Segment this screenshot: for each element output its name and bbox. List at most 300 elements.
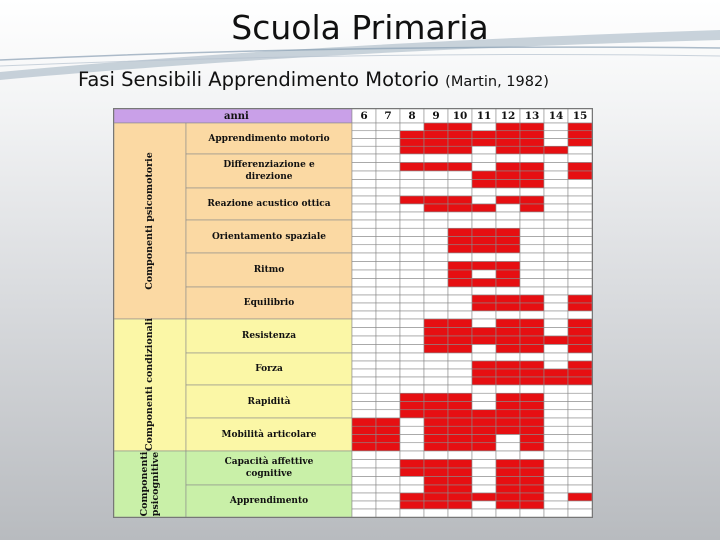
phase-cell-active bbox=[424, 163, 448, 172]
phase-cell bbox=[496, 443, 520, 451]
phase-cell bbox=[544, 295, 568, 303]
phase-cell-active bbox=[568, 139, 592, 147]
phase-cell-active bbox=[496, 460, 520, 469]
phase-cell-active bbox=[520, 369, 544, 377]
phase-cell bbox=[544, 451, 568, 460]
phase-cell-active bbox=[496, 361, 520, 369]
row-label-text: Ritmo bbox=[253, 265, 285, 275]
row-label bbox=[186, 319, 352, 353]
phase-cell-active bbox=[448, 336, 472, 345]
phase-cell bbox=[568, 402, 592, 410]
phase-cell bbox=[376, 220, 400, 228]
phase-cell-active bbox=[496, 180, 520, 189]
phase-cell bbox=[352, 319, 376, 328]
phase-cell bbox=[520, 245, 544, 253]
phase-cell-active bbox=[424, 328, 448, 337]
phase-cell bbox=[472, 311, 496, 319]
phase-cell bbox=[568, 460, 592, 469]
phase-cell-active bbox=[400, 460, 424, 469]
phase-cell bbox=[376, 228, 400, 236]
phase-cell bbox=[520, 253, 544, 262]
phase-cell-active bbox=[520, 319, 544, 328]
phase-cell-active bbox=[448, 426, 472, 434]
phase-cell bbox=[400, 485, 424, 493]
phase-cell bbox=[568, 393, 592, 401]
phase-cell-active bbox=[400, 196, 424, 204]
phase-cell-active bbox=[496, 369, 520, 377]
phase-cell-active bbox=[496, 146, 520, 154]
phase-cell-active bbox=[424, 139, 448, 147]
phase-cell-active bbox=[400, 410, 424, 418]
phase-cell-active bbox=[424, 123, 448, 131]
row-label bbox=[186, 188, 352, 220]
phase-cell bbox=[544, 328, 568, 337]
phase-cell-active bbox=[568, 345, 592, 354]
phase-cell-active bbox=[472, 245, 496, 253]
year-header-13: 13 bbox=[524, 110, 540, 122]
phase-cell bbox=[400, 509, 424, 517]
phase-cell-active bbox=[448, 468, 472, 477]
phase-cell-active bbox=[424, 393, 448, 401]
phase-cell bbox=[448, 509, 472, 517]
phase-cell-active bbox=[568, 319, 592, 328]
phase-cell-active bbox=[496, 418, 520, 426]
phase-cell-active bbox=[472, 377, 496, 385]
phase-cell bbox=[400, 204, 424, 212]
phase-cell bbox=[544, 468, 568, 477]
phase-cell-active bbox=[472, 262, 496, 271]
phase-cell-active bbox=[448, 270, 472, 279]
phase-cell bbox=[496, 435, 520, 443]
phase-cell bbox=[544, 212, 568, 220]
phase-cell bbox=[448, 385, 472, 393]
phase-cell bbox=[424, 303, 448, 311]
phase-cell bbox=[520, 287, 544, 295]
phase-cell-active bbox=[472, 139, 496, 147]
phase-cell-active bbox=[520, 477, 544, 486]
phase-cell-active bbox=[448, 131, 472, 139]
phase-cell-active bbox=[520, 204, 544, 212]
year-header-9: 9 bbox=[432, 110, 440, 122]
phase-cell bbox=[496, 188, 520, 196]
phase-cell bbox=[376, 311, 400, 319]
phase-cell-active bbox=[448, 123, 472, 131]
phase-cell bbox=[568, 311, 592, 319]
phase-cell-active bbox=[520, 493, 544, 501]
phase-cell bbox=[376, 328, 400, 337]
phase-cell bbox=[472, 319, 496, 328]
phase-cell bbox=[400, 262, 424, 271]
phase-cell bbox=[472, 451, 496, 460]
phase-cell bbox=[376, 509, 400, 517]
phase-cell bbox=[400, 369, 424, 377]
phase-cell-active bbox=[472, 295, 496, 303]
header-anni: anni bbox=[224, 111, 249, 122]
phase-cell bbox=[568, 237, 592, 245]
phase-cell bbox=[376, 468, 400, 477]
phase-cell-active bbox=[568, 369, 592, 377]
phase-cell bbox=[496, 353, 520, 361]
year-header-10: 10 bbox=[452, 110, 468, 122]
phase-cell-active bbox=[448, 204, 472, 212]
phase-cell-active bbox=[472, 418, 496, 426]
phase-cell-active bbox=[424, 131, 448, 139]
phase-cell-active bbox=[448, 477, 472, 486]
phase-cell-active bbox=[448, 345, 472, 354]
phase-cell bbox=[568, 204, 592, 212]
phase-cell-active bbox=[400, 402, 424, 410]
phase-cell bbox=[352, 196, 376, 204]
row-label-text: Differenziazione e direzione bbox=[223, 160, 315, 182]
phase-cell-active bbox=[400, 131, 424, 139]
phase-cell-active bbox=[520, 361, 544, 369]
phase-cell bbox=[448, 295, 472, 303]
phase-cell-active bbox=[520, 336, 544, 345]
phase-cell bbox=[400, 212, 424, 220]
phase-cell bbox=[544, 493, 568, 501]
phase-cell-active bbox=[400, 163, 424, 172]
phase-cell-active bbox=[472, 303, 496, 311]
phase-cell bbox=[376, 204, 400, 212]
phase-cell-active bbox=[400, 146, 424, 154]
phase-cell-active bbox=[448, 493, 472, 501]
phase-cell bbox=[400, 426, 424, 434]
phase-cell bbox=[544, 131, 568, 139]
group-label: Componenti condizionali bbox=[144, 318, 155, 451]
phase-cell bbox=[352, 279, 376, 288]
phase-cell bbox=[544, 287, 568, 295]
phase-cell-active bbox=[496, 319, 520, 328]
phase-cell bbox=[448, 287, 472, 295]
phase-cell bbox=[376, 393, 400, 401]
phase-cell-active bbox=[352, 435, 376, 443]
phase-cell bbox=[472, 253, 496, 262]
phase-cell-active bbox=[448, 460, 472, 469]
phase-cell bbox=[376, 212, 400, 220]
phase-cell bbox=[568, 477, 592, 486]
group-label: Componenti psicognitive bbox=[139, 451, 161, 517]
phase-cell bbox=[496, 204, 520, 212]
phase-cell bbox=[400, 361, 424, 369]
phase-cell-active bbox=[520, 123, 544, 131]
row-label-text: Orientamento spaziale bbox=[211, 231, 327, 242]
phase-cell bbox=[472, 501, 496, 509]
phase-cell bbox=[400, 154, 424, 163]
row-label bbox=[186, 385, 352, 418]
phase-cell bbox=[520, 154, 544, 163]
phase-cell-active bbox=[472, 328, 496, 337]
phase-cell bbox=[424, 262, 448, 271]
row-label bbox=[186, 418, 352, 451]
phase-cell-active bbox=[520, 328, 544, 337]
phase-cell bbox=[376, 377, 400, 385]
phase-cell bbox=[496, 451, 520, 460]
phase-cell bbox=[376, 451, 400, 460]
phase-cell bbox=[568, 228, 592, 236]
phase-cell bbox=[376, 336, 400, 345]
phase-cell-active bbox=[472, 336, 496, 345]
phase-cell bbox=[424, 220, 448, 228]
phase-cell bbox=[376, 154, 400, 163]
phase-cell bbox=[472, 385, 496, 393]
phase-cell-active bbox=[424, 477, 448, 486]
phase-cell bbox=[544, 220, 568, 228]
phase-cell bbox=[424, 353, 448, 361]
row-label bbox=[186, 287, 352, 319]
phase-cell bbox=[448, 451, 472, 460]
phase-cell bbox=[352, 493, 376, 501]
phase-cell-active bbox=[448, 410, 472, 418]
phase-cell bbox=[400, 319, 424, 328]
phase-cell bbox=[376, 501, 400, 509]
phase-cell bbox=[568, 485, 592, 493]
phase-cell bbox=[424, 361, 448, 369]
year-header-15: 15 bbox=[572, 110, 588, 122]
phase-cell-active bbox=[424, 493, 448, 501]
phase-cell-active bbox=[496, 196, 520, 204]
phase-cell-active bbox=[496, 501, 520, 509]
phase-cell-active bbox=[448, 262, 472, 271]
phase-cell-active bbox=[352, 443, 376, 451]
phase-cell bbox=[520, 237, 544, 245]
phase-cell bbox=[352, 139, 376, 147]
phase-cell bbox=[352, 146, 376, 154]
phase-cell-active bbox=[496, 295, 520, 303]
phase-cell bbox=[472, 468, 496, 477]
phase-cell-active bbox=[448, 501, 472, 509]
phase-cell bbox=[568, 220, 592, 228]
phase-cell bbox=[400, 345, 424, 354]
phase-cell-active bbox=[520, 303, 544, 311]
phase-cell-active bbox=[568, 377, 592, 385]
phase-cell bbox=[424, 237, 448, 245]
phase-cell-active bbox=[448, 196, 472, 204]
phase-cell bbox=[376, 460, 400, 469]
phase-cell bbox=[520, 279, 544, 288]
phase-cell-active bbox=[496, 139, 520, 147]
phase-cell-active bbox=[472, 279, 496, 288]
phase-cell-active bbox=[496, 171, 520, 180]
phase-cell-active bbox=[472, 369, 496, 377]
row-label bbox=[186, 123, 352, 154]
phase-cell-active bbox=[520, 345, 544, 354]
phase-cell bbox=[568, 501, 592, 509]
phase-cell-active bbox=[376, 435, 400, 443]
phase-cell bbox=[424, 171, 448, 180]
sensitive-phases-table bbox=[113, 108, 593, 518]
phase-cell bbox=[544, 237, 568, 245]
phase-cell bbox=[544, 426, 568, 434]
phase-cell bbox=[376, 410, 400, 418]
phase-cell-active bbox=[472, 426, 496, 434]
phase-cell bbox=[424, 377, 448, 385]
row-label-text: Resistenza bbox=[241, 331, 297, 341]
phase-cell bbox=[352, 509, 376, 517]
phase-cell bbox=[376, 180, 400, 189]
phase-cell bbox=[448, 154, 472, 163]
phase-cell bbox=[496, 287, 520, 295]
phase-cell-active bbox=[352, 426, 376, 434]
phase-cell bbox=[520, 270, 544, 279]
phase-cell bbox=[568, 262, 592, 271]
phase-cell bbox=[376, 146, 400, 154]
phase-cell bbox=[424, 451, 448, 460]
phase-cell-active bbox=[520, 418, 544, 426]
phase-cell bbox=[352, 171, 376, 180]
phase-cell bbox=[400, 336, 424, 345]
phase-cell bbox=[352, 295, 376, 303]
phase-cell bbox=[376, 131, 400, 139]
phase-cell bbox=[376, 485, 400, 493]
phase-cell bbox=[496, 220, 520, 228]
phase-cell bbox=[352, 180, 376, 189]
phase-cell bbox=[544, 460, 568, 469]
phase-cell bbox=[376, 385, 400, 393]
phase-cell bbox=[544, 279, 568, 288]
phase-cell bbox=[472, 196, 496, 204]
phase-cell-active bbox=[496, 477, 520, 486]
subtitle-source: (Martin, 1982) bbox=[445, 74, 549, 90]
phase-cell bbox=[544, 245, 568, 253]
phase-cell-active bbox=[472, 228, 496, 236]
phase-cell-active bbox=[544, 377, 568, 385]
phase-cell-active bbox=[424, 204, 448, 212]
row-label bbox=[186, 353, 352, 385]
phase-cell-active bbox=[496, 163, 520, 172]
phase-cell bbox=[472, 270, 496, 279]
phase-cell-active bbox=[448, 443, 472, 451]
phase-cell bbox=[544, 228, 568, 236]
phase-cell bbox=[448, 188, 472, 196]
phase-cell-active bbox=[520, 196, 544, 204]
year-header-8: 8 bbox=[408, 110, 416, 122]
phase-cell bbox=[400, 228, 424, 236]
phase-cell-active bbox=[448, 245, 472, 253]
phase-cell bbox=[400, 270, 424, 279]
phase-cell-active bbox=[376, 426, 400, 434]
phase-cell-active bbox=[424, 418, 448, 426]
phase-cell bbox=[352, 410, 376, 418]
phase-cell bbox=[448, 361, 472, 369]
row-label bbox=[186, 451, 352, 485]
phase-cell-active bbox=[400, 501, 424, 509]
row-label-text: Apprendimento motorio bbox=[208, 133, 330, 144]
phase-cell bbox=[568, 287, 592, 295]
phase-cell bbox=[400, 477, 424, 486]
phase-cell bbox=[544, 410, 568, 418]
phase-cell bbox=[400, 418, 424, 426]
phase-cell bbox=[472, 485, 496, 493]
phase-cell bbox=[568, 353, 592, 361]
phase-cell bbox=[544, 139, 568, 147]
phase-cell bbox=[544, 262, 568, 271]
phase-cell bbox=[544, 171, 568, 180]
phase-cell bbox=[424, 228, 448, 236]
phase-cell bbox=[400, 377, 424, 385]
phase-cell-active bbox=[496, 468, 520, 477]
phase-cell bbox=[496, 509, 520, 517]
phase-cell bbox=[568, 279, 592, 288]
phase-cell bbox=[376, 262, 400, 271]
phase-cell-active bbox=[520, 443, 544, 451]
phase-cell bbox=[544, 253, 568, 262]
phase-cell-active bbox=[520, 163, 544, 172]
phase-cell bbox=[424, 270, 448, 279]
phase-cell-active bbox=[496, 131, 520, 139]
phase-cell bbox=[376, 493, 400, 501]
phase-cell-active bbox=[472, 443, 496, 451]
phase-cell bbox=[376, 253, 400, 262]
phase-cell bbox=[544, 353, 568, 361]
year-header-14: 14 bbox=[548, 110, 564, 122]
phase-cell bbox=[544, 485, 568, 493]
phase-cell bbox=[352, 212, 376, 220]
phase-cell bbox=[400, 188, 424, 196]
phase-cell-active bbox=[448, 485, 472, 493]
phase-cell bbox=[352, 501, 376, 509]
phase-cell bbox=[472, 477, 496, 486]
phase-cell bbox=[448, 212, 472, 220]
phase-cell-active bbox=[424, 146, 448, 154]
phase-cell-active bbox=[568, 493, 592, 501]
phase-cell bbox=[544, 319, 568, 328]
phase-cell-active bbox=[472, 171, 496, 180]
phase-cell bbox=[376, 237, 400, 245]
phase-cell bbox=[352, 385, 376, 393]
phase-cell-active bbox=[472, 361, 496, 369]
phase-cell bbox=[496, 253, 520, 262]
phase-cell bbox=[568, 509, 592, 517]
phase-cell bbox=[352, 188, 376, 196]
phase-cell bbox=[376, 270, 400, 279]
phase-cell bbox=[472, 123, 496, 131]
phase-cell-active bbox=[376, 418, 400, 426]
phase-cell-active bbox=[520, 426, 544, 434]
phase-cell-active bbox=[472, 131, 496, 139]
phase-cell bbox=[352, 345, 376, 354]
phase-cell-active bbox=[496, 393, 520, 401]
phase-cell bbox=[376, 196, 400, 204]
phase-cell-active bbox=[496, 336, 520, 345]
phase-cell bbox=[352, 336, 376, 345]
phase-cell bbox=[520, 262, 544, 271]
phase-cell bbox=[424, 311, 448, 319]
phase-cell-active bbox=[520, 139, 544, 147]
phase-cell bbox=[448, 369, 472, 377]
phase-cell-active bbox=[496, 345, 520, 354]
row-label-text: Apprendimento bbox=[229, 496, 309, 506]
row-label bbox=[186, 154, 352, 188]
phase-cell-active bbox=[520, 435, 544, 443]
phase-cell bbox=[568, 154, 592, 163]
phase-cell bbox=[352, 468, 376, 477]
phase-cell bbox=[544, 385, 568, 393]
phase-cell-active bbox=[520, 485, 544, 493]
phase-cell-active bbox=[544, 336, 568, 345]
phase-cell bbox=[400, 328, 424, 337]
phase-cell bbox=[376, 319, 400, 328]
phase-cell bbox=[472, 146, 496, 154]
phase-cell bbox=[400, 253, 424, 262]
phase-cell bbox=[352, 262, 376, 271]
phase-cell bbox=[424, 212, 448, 220]
phase-cell bbox=[448, 171, 472, 180]
phase-cell bbox=[568, 451, 592, 460]
phase-cell bbox=[352, 369, 376, 377]
row-label-text: Reazione acustico ottica bbox=[207, 199, 331, 209]
row-label-text: Mobilità articolare bbox=[221, 429, 317, 440]
phase-cell bbox=[544, 345, 568, 354]
